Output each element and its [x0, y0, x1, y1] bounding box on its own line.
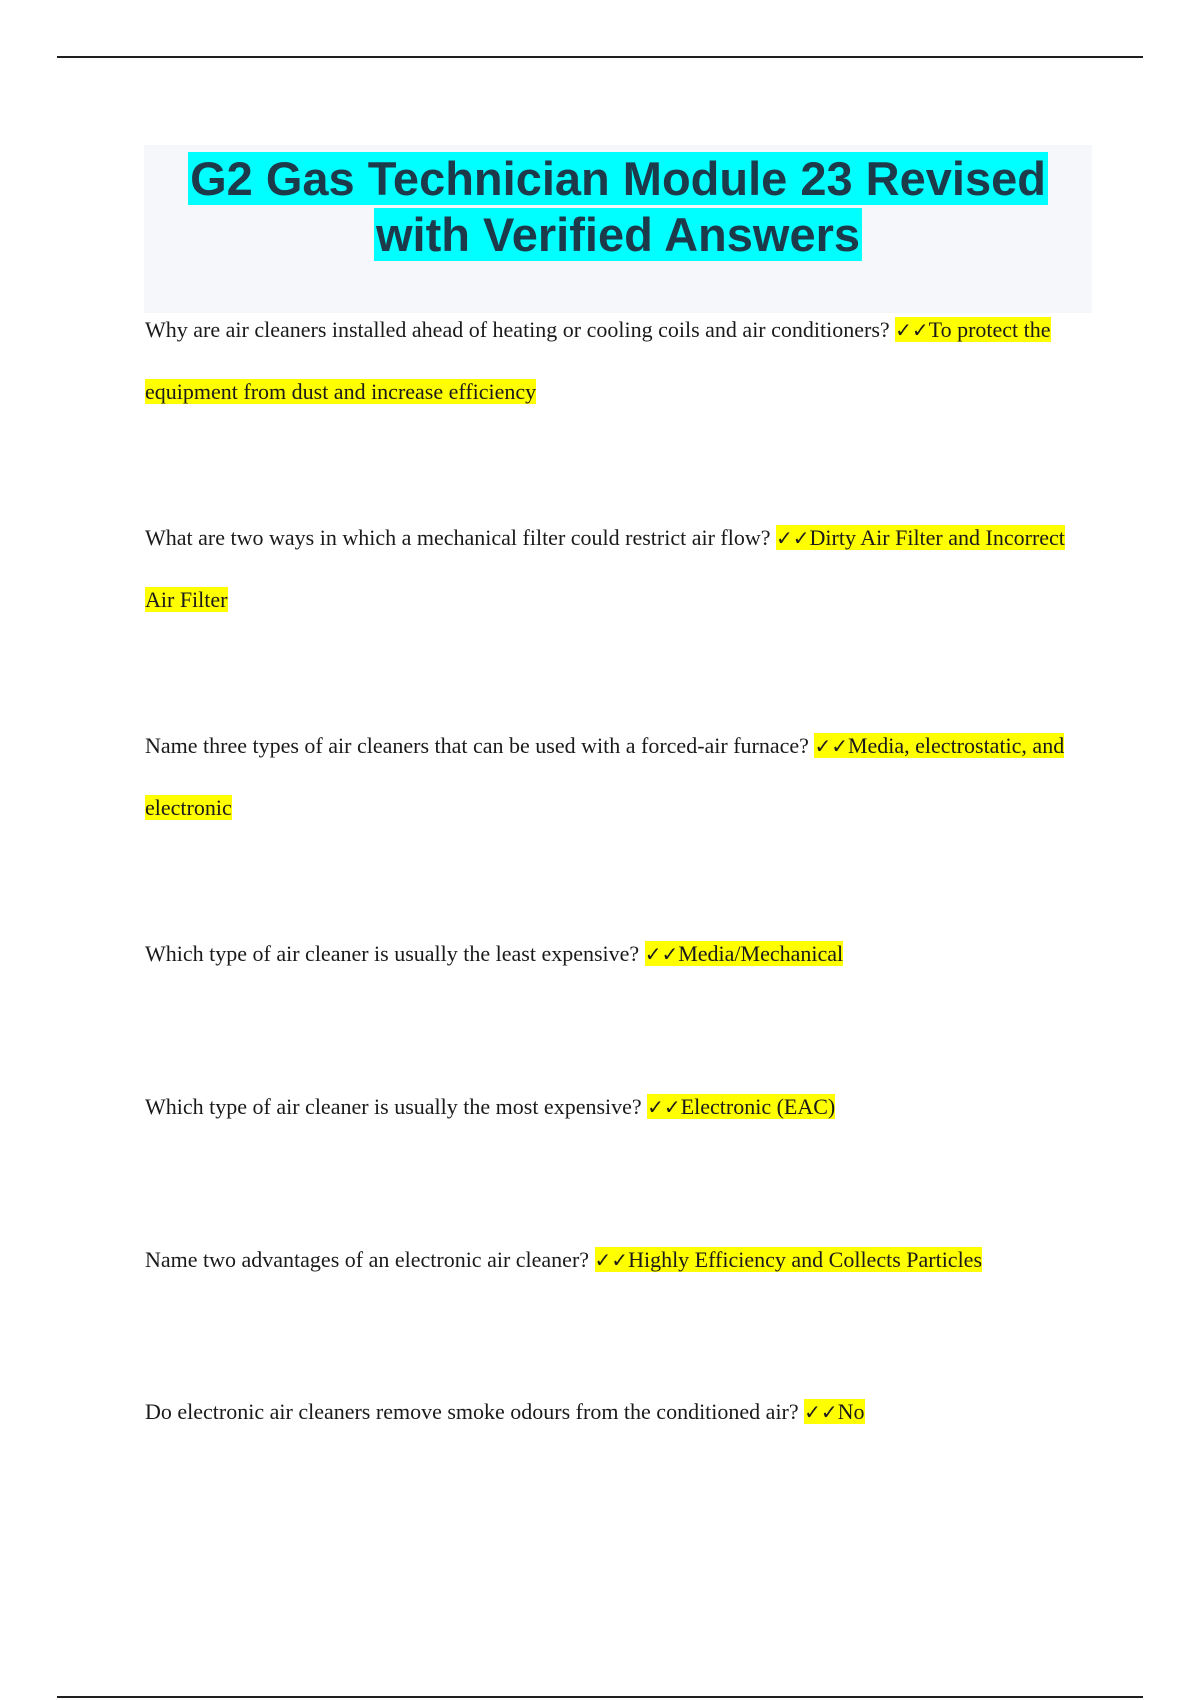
question-text: Name two advantages of an electronic air cleaner? [145, 1247, 590, 1272]
answer-text: Highly Efficiency and Collects Particles [628, 1247, 983, 1272]
qa-item-4 [145, 923, 1075, 985]
answer-text: Media, electrostatic, and electronic [145, 733, 1065, 820]
qa-item-7 [145, 1381, 1075, 1443]
answer-text: Dirty Air Filter and Incorrect Air Filter [145, 525, 1065, 612]
check-mark-icon: ✓✓ [594, 1248, 629, 1272]
bottom-rule [57, 1696, 1143, 1698]
answer-highlight [645, 941, 843, 966]
answer-highlight [804, 1399, 864, 1424]
qa-item-6 [145, 1229, 1075, 1291]
answer-text: Media/Mechanical [678, 941, 844, 966]
title-line-1: G2 Gas Technician Module 23 Revised [190, 152, 1046, 205]
document-title [144, 145, 1092, 263]
qa-item-5 [145, 1076, 1075, 1138]
qa-item-1 [145, 299, 1075, 422]
answer-highlight [595, 1247, 982, 1272]
check-mark-icon: ✓✓ [644, 942, 679, 966]
question-text: What are two ways in which a mechanical filter could restrict air flow? [145, 525, 771, 550]
question-text: Why are air cleaners installed ahead of heating or cooling coils and air conditioners? [145, 317, 890, 342]
answer-text: To protect the equipment from dust and increase efficiency [145, 317, 1051, 404]
answer-highlight [647, 1094, 835, 1119]
question-text: Name three types of air cleaners that can be used with a forced-air furnace? [145, 733, 809, 758]
check-mark-icon: ✓✓ [804, 1400, 838, 1424]
check-mark-icon: ✓✓ [647, 1095, 681, 1119]
answer-text: No [837, 1399, 865, 1424]
question-text: Which type of air cleaner is usually the most expensive? [145, 1094, 642, 1119]
answer-text: Electronic (EAC) [680, 1094, 836, 1119]
check-mark-icon: ✓✓ [814, 734, 848, 758]
qa-item-2 [145, 507, 1075, 630]
title-line-2: with Verified Answers [375, 208, 861, 261]
question-text: Which type of air cleaner is usually the least expensive? [145, 941, 640, 966]
top-rule [57, 56, 1143, 58]
title-banner [144, 145, 1092, 313]
check-mark-icon: ✓✓ [776, 526, 810, 550]
question-text: Do electronic air cleaners remove smoke odours from the conditioned air? [145, 1399, 799, 1424]
check-mark-icon: ✓✓ [895, 318, 929, 342]
qa-item-3 [145, 715, 1075, 838]
